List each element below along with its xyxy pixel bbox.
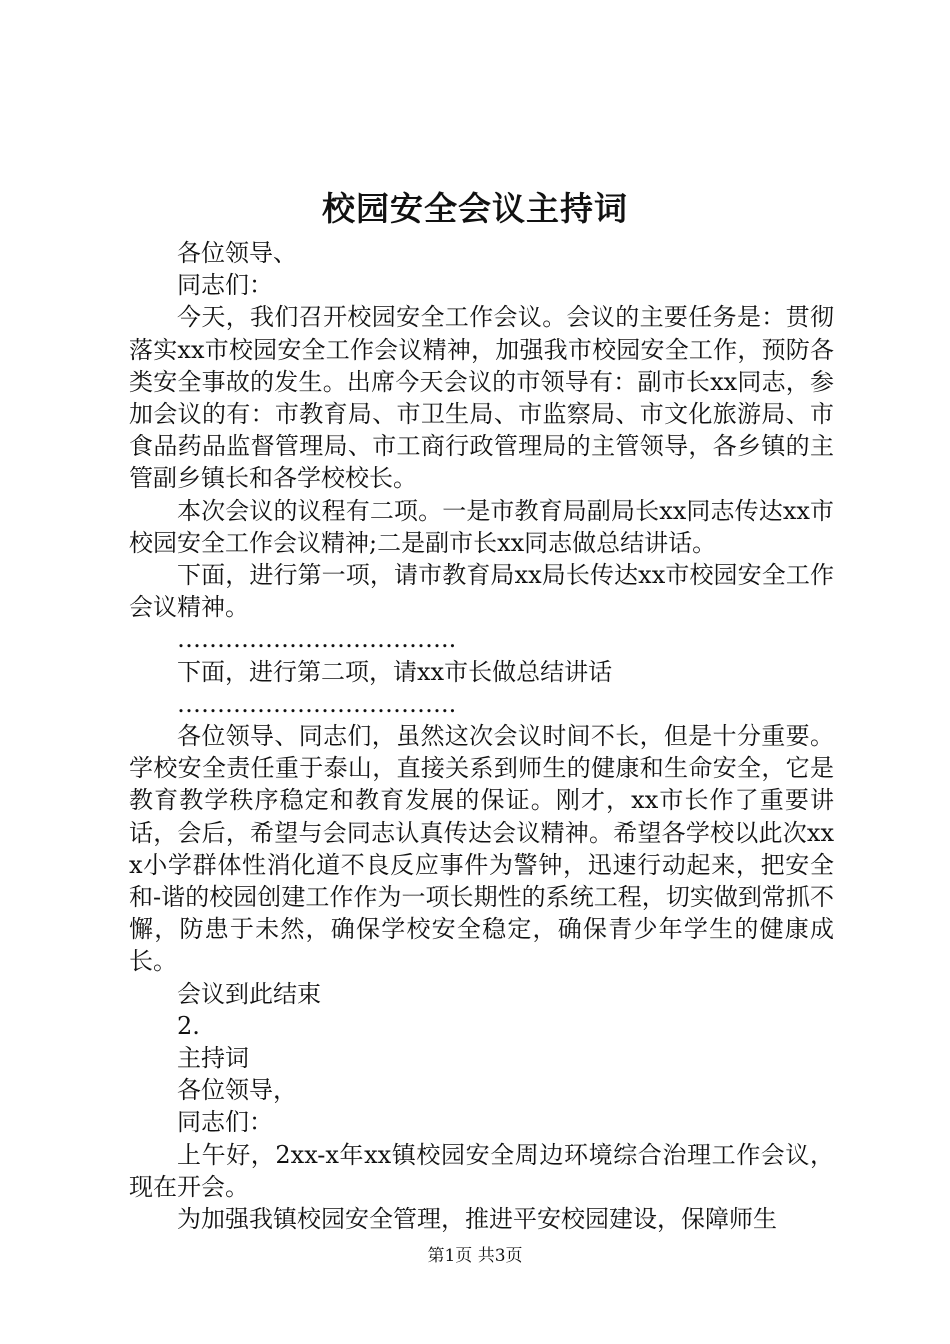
document-title: 校园安全会议主持词 [322,189,628,228]
paragraph-closing-remarks: 各位领导、同志们，虽然这次会议时间不长，但是十分重要。学校安全责任重于泰山，直接关系到师生的健康和生命安全，它是教育教学秩序稳定和教育发展的保证。刚才，xx市长作了重要讲话，会后，希望与会同志认真传达会议精神。希望各学校以此次xxx小学群体性消化道不良反应事件为警钟，迅速行动起来，把安全和-谐的校园创建工作作为一项长期性的系统工程，切实做到常抓不懈，防患于未然，确保学校安全稳定，确保青少年学生的健康成长。 [129,722,834,976]
paragraph-agenda: 本次会议的议程有二项。一是市教育局副局长xx同志传达xx市校园安全工作会议精神;二是副市长xx同志做总结讲话。 [129,496,834,557]
greeting-leaders: 各位领导， [177,1076,297,1105]
paragraph-meeting-purpose: 今天，我们召开校园安全工作会议。会议的主要任务是：贯彻落实xx市校园安全工作会议精神，加强我市校园安全工作，预防各类安全事故的发生。出席今天会议的市领导有：副市长xx同志，参加会议的有：市教育局、市卫生局、市监察局、市文化旅游局、市食品药品监督管理局、市工商行政管理局的主管领导，各乡镇的主管副乡镇长和各学校校长。 [129,303,834,493]
section-heading: 主持词 [177,1044,249,1073]
greeting-comrades: 同志们： [177,271,273,300]
greeting-comrades: 同志们： [177,1108,273,1137]
page-indicator: 第1页 共3页 [427,1246,523,1266]
paragraph-purpose-continued: 为加强我镇校园安全管理，推进平安校园建设，保障师生 [177,1205,777,1234]
paragraph-meeting-end: 会议到此结束 [177,979,321,1008]
section-number: 2. [177,1011,200,1040]
ellipsis-separator: …………………………….. [177,689,457,718]
ellipsis-separator: …………………………….. [177,625,457,654]
paragraph-opening: 上午好，2xx-x年xx镇校园安全周边环境综合治理工作会议，现在开会。 [129,1140,834,1201]
paragraph-item-one: 下面，进行第一项，请市教育局xx局长传达xx市校园安全工作会议精神。 [129,561,834,622]
paragraph-item-two: 下面，进行第二项，请xx市长做总结讲话 [177,657,613,686]
document-body [129,237,834,1235]
greeting-leaders: 各位领导、 [177,239,297,267]
